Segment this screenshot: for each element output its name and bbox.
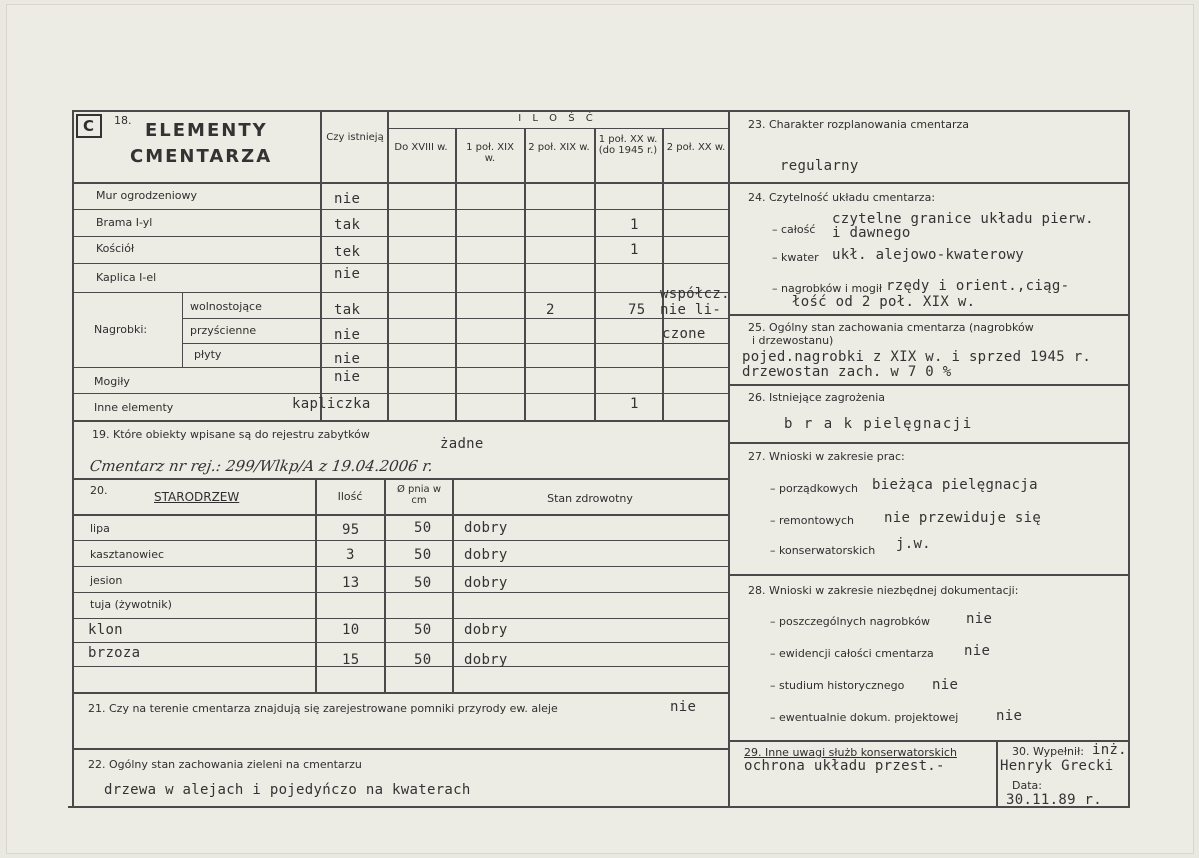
section24-calosc-line2: i dawnego [832, 225, 911, 241]
nagrobki-wolnostojace-xix2: 2 [546, 302, 555, 318]
section19-answer: żadne [440, 436, 484, 452]
form-border-bottom-left [68, 806, 728, 808]
row-label-kosciol: Kościół [96, 242, 135, 255]
grid-line [384, 478, 386, 692]
nagrobki-wolnostojace: wolnostojące [190, 300, 262, 313]
col-header-ilosc: I L O Ś Ć [518, 113, 597, 124]
grid-line [72, 209, 728, 210]
col-header-diam: Ø pnia w cm [397, 484, 441, 506]
grid-line [72, 514, 728, 516]
tree-qty: 3 [346, 547, 355, 563]
section25-answer-line2: drzewostan zach. w 7 0 % [742, 364, 952, 380]
grid-line [72, 642, 728, 643]
section28-item-value: nie [966, 611, 993, 627]
section30-name-line2: Henryk Grecki [1000, 758, 1114, 774]
section26-question: 26. Istniejące zagrożenia [748, 391, 886, 404]
grid-line [730, 740, 1130, 742]
col-header-xix2: 2 poł. XIX w. [528, 142, 590, 153]
grid-line [730, 182, 1130, 184]
section26-answer: b r a k pielęgnacji [784, 416, 973, 432]
tree-health: dobry [464, 652, 508, 668]
tree-qty: 13 [342, 575, 360, 591]
grid-line [72, 618, 728, 619]
section24-nagrobkow-label: – nagrobków i mogił [772, 282, 883, 295]
col-header-xx2: 2 poł. XX w. [666, 142, 726, 153]
row-xx1-kosciol: 1 [630, 242, 639, 258]
grid-line [72, 592, 728, 593]
section28-item-label: – poszczególnych nagrobków [770, 615, 930, 628]
grid-line [72, 292, 728, 293]
section23-answer: regularny [780, 158, 859, 174]
col-header-xviii: Do XVIII w. [394, 142, 448, 153]
nagrobki-wolnostojace-xx1: 75 [628, 302, 646, 318]
section30-date: 30.11.89 r. [1006, 792, 1103, 808]
col-header-qty: Ilość [337, 490, 363, 503]
section27-item-value: j.w. [896, 536, 931, 552]
section28-item-label: – ewidencji całości cmentarza [770, 647, 934, 660]
grid-line [72, 236, 728, 237]
tree-health: dobry [464, 622, 508, 638]
grid-line [730, 442, 1130, 444]
grid-line [387, 128, 728, 129]
grid-line [387, 110, 389, 420]
tree-qty: 15 [342, 652, 360, 668]
section24-kwater-label: – kwater [772, 251, 819, 264]
row-exists-kaplica: nie [334, 266, 361, 282]
nagrobki-przyscienne-xx2: czone [662, 326, 706, 342]
tree-name: klon [88, 622, 123, 638]
row-exists-mur: nie [334, 191, 361, 207]
tree-diam: 50 [414, 520, 432, 536]
section30-label: 30. Wypełnił: [1012, 745, 1084, 758]
row-exists-inne: kapliczka [292, 396, 371, 412]
col-header-xx1: 1 poł. XX w. (do 1945 r.) [598, 134, 658, 156]
grid-line [72, 182, 728, 184]
section24-nagrobkow-line2: łość od 2 poł. XIX w. [792, 294, 976, 310]
row-xx1-inne: 1 [630, 396, 639, 412]
grid-line [72, 666, 728, 667]
grid-line [182, 318, 728, 319]
section28-item-value: nie [932, 677, 959, 693]
badge-letter: C [83, 117, 95, 135]
nagrobki-label: Nagrobki: [94, 323, 148, 336]
nagrobki-wolnostojace-xx2: współcz. nie li- [660, 286, 730, 318]
form-border-left [72, 110, 74, 808]
section24-nagrobkow-line1: rzędy i orient.,ciąg- [886, 278, 1070, 294]
grid-line [72, 367, 728, 368]
section28-item-value: nie [996, 708, 1023, 724]
grid-line [662, 128, 664, 420]
tree-health: dobry [464, 520, 508, 536]
tree-name: jesion [90, 574, 123, 587]
section28-item-label: – studium historycznego [770, 679, 905, 692]
nagrobki-wolnostojace-exists: tak [334, 302, 361, 318]
row-exists-kosciol: tek [334, 244, 361, 260]
grid-line [452, 478, 454, 692]
section-number: 18. [114, 114, 132, 127]
tree-health: dobry [464, 575, 508, 591]
grid-line [182, 343, 728, 344]
grid-line [524, 128, 526, 420]
grid-line [320, 110, 322, 420]
section20-number: 20. [90, 484, 108, 497]
section-c-badge [76, 114, 102, 138]
grid-line [72, 748, 728, 750]
tree-name: brzoza [88, 645, 141, 661]
section28-item-value: nie [964, 643, 991, 659]
section30-name-line1: inż. [1092, 742, 1127, 758]
section24-calosc-line1: czytelne granice układu pierw. [832, 211, 1094, 227]
section29-question: 29. Inne uwagi służb konserwatorskich [744, 746, 957, 759]
grid-line [72, 540, 728, 541]
tree-qty: 95 [342, 522, 360, 538]
tree-qty: 10 [342, 622, 360, 638]
section20-title: STARODRZEW [154, 490, 240, 504]
section28-item-label: – ewentualnie dokum. projektowej [770, 711, 959, 724]
tree-health: dobry [464, 547, 508, 563]
section22-answer: drzewa w alejach i pojedyńczo na kwaterach [104, 782, 471, 798]
section29-answer: ochrona układu przest.- [744, 758, 945, 774]
grid-line [72, 566, 728, 567]
section30-date-label: Data: [1012, 779, 1042, 792]
grid-line [730, 384, 1130, 386]
section25-answer-line1: pojed.nagrobki z XIX w. i sprzed 1945 r. [742, 349, 1092, 365]
grid-line [72, 263, 728, 264]
grid-line [594, 128, 596, 420]
col-header-health: Stan zdrowotny [547, 492, 633, 505]
row-label-mogily: Mogiły [94, 375, 130, 388]
grid-line [72, 692, 728, 694]
section25-question-line1: 25. Ogólny stan zachowania cmentarza (nagrobków [748, 321, 1034, 334]
section27-item-label: – konserwatorskich [770, 544, 876, 557]
section27-item-label: – remontowych [770, 514, 855, 527]
grid-line [730, 314, 1130, 316]
section-title-line2: CMENTARZA [130, 146, 273, 167]
section-title-line1: ELEMENTY [145, 120, 268, 141]
section21-answer: nie [670, 699, 697, 715]
section22-question: 22. Ogólny stan zachowania zieleni na cmentarzu [88, 758, 362, 771]
col-header-xix1: 1 poł. XIX w. [466, 142, 514, 164]
section24-calosc-label: – całość [772, 223, 816, 236]
tree-diam: 50 [414, 652, 432, 668]
section24-question: 24. Czytelność układu cmentarza: [748, 191, 936, 204]
section19-question: 19. Które obiekty wpisane są do rejestru zabytków [92, 428, 370, 441]
nagrobki-plyty-exists: nie [334, 351, 361, 367]
col-header-exists: Czy istnieją [326, 132, 384, 143]
grid-line [72, 478, 728, 480]
section27-item-label: – porządkowych [770, 482, 858, 495]
section19-handwritten-note: Cmentarz nr rej.: 299/Wlkp/A z 19.04.2006 r. [88, 457, 435, 475]
tree-diam: 50 [414, 575, 432, 591]
row-exists-brama: tak [334, 217, 361, 233]
grid-line [315, 478, 317, 692]
section21-question: 21. Czy na terenie cmentarza znajdują się zarejestrowane pomniki przyrody ew. aleje [88, 702, 558, 715]
tree-name: tuja (żywotnik) [90, 598, 172, 611]
row-exists-mogily: nie [334, 369, 361, 385]
tree-name: lipa [90, 522, 110, 535]
grid-line [72, 420, 728, 422]
grid-line [72, 393, 728, 394]
section27-item-value: bieżąca pielęgnacja [872, 477, 1038, 493]
form-border-top [72, 110, 1130, 112]
nagrobki-przyscienne-exists: nie [334, 327, 361, 343]
section27-item-value: nie przewiduje się [884, 510, 1042, 526]
row-label-brama: Brama I-yl [96, 216, 153, 229]
tree-diam: 50 [414, 547, 432, 563]
row-xx1-brama: 1 [630, 217, 639, 233]
section27-question: 27. Wnioski w zakresie prac: [748, 450, 905, 463]
grid-line [182, 292, 183, 367]
tree-name: kasztanowiec [90, 548, 165, 561]
row-label-kaplica: Kaplica I-el [96, 271, 157, 284]
section28-question: 28. Wnioski w zakresie niezbędnej dokumentacji: [748, 584, 1019, 597]
section25-question-line2: i drzewostanu) [752, 334, 834, 347]
column-divider [728, 110, 730, 808]
row-label-inne: Inne elementy [94, 401, 174, 414]
tree-diam: 50 [414, 622, 432, 638]
grid-line [455, 128, 457, 420]
row-label-mur: Mur ogrodzeniowy [96, 189, 197, 202]
section23-question: 23. Charakter rozplanowania cmentarza [748, 118, 969, 131]
form-border-right [1128, 110, 1130, 808]
nagrobki-plyty: płyty [194, 348, 222, 361]
grid-line [996, 740, 998, 808]
grid-line [730, 574, 1130, 576]
section24-kwater-value: ukł. alejowo-kwaterowy [832, 247, 1025, 263]
nagrobki-przyscienne: przyścienne [190, 324, 257, 337]
